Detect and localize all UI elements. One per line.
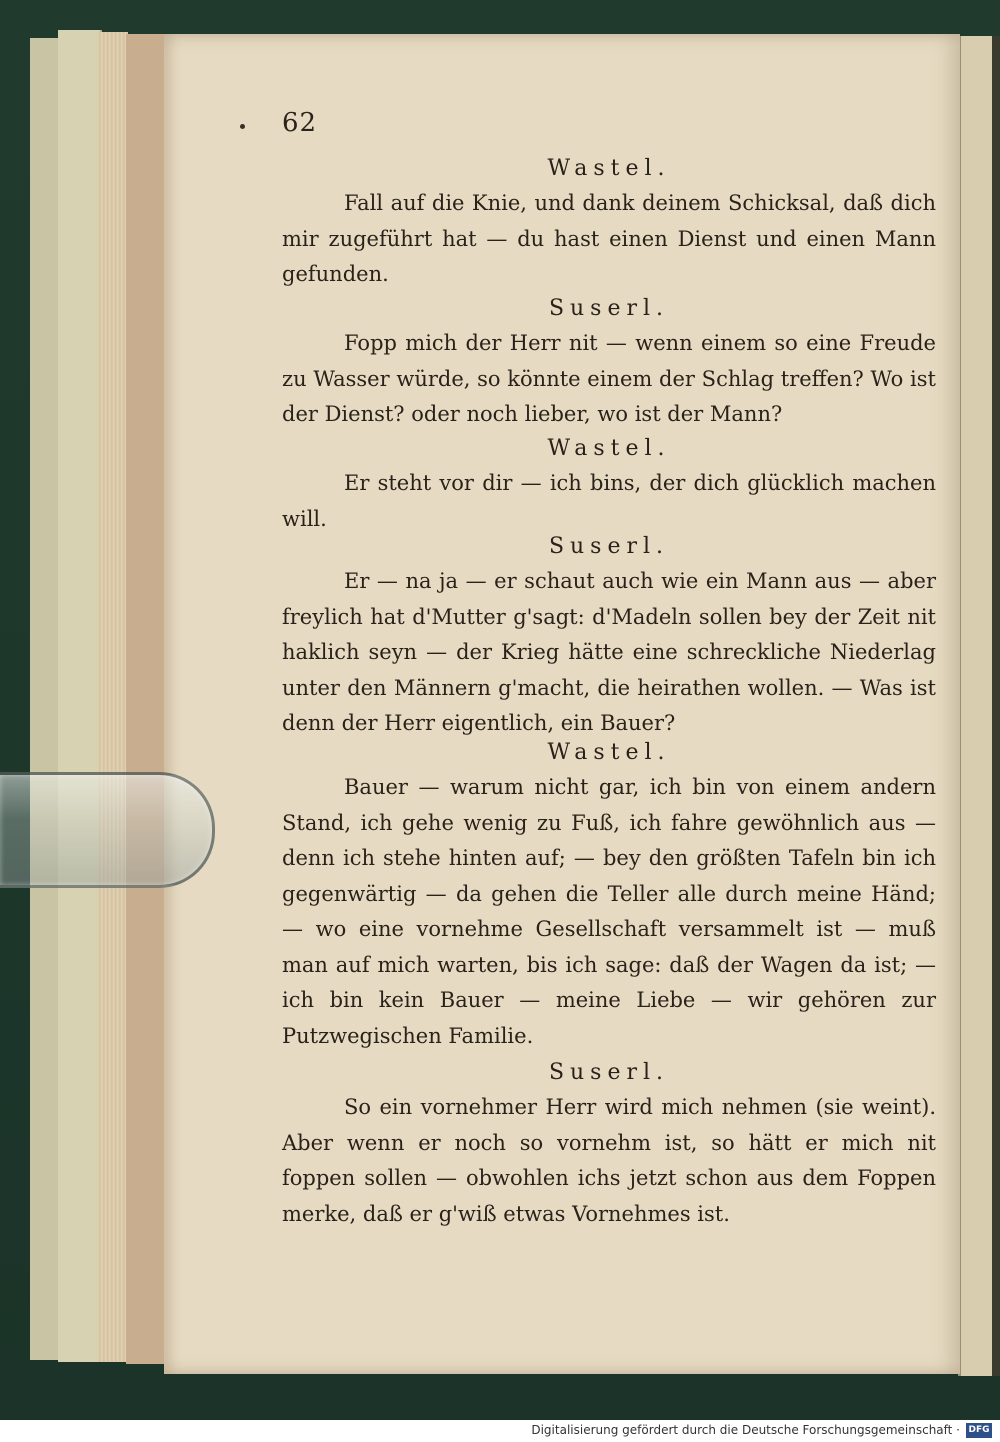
dialogue-block-2 xyxy=(282,292,936,433)
speaker-name: Wastel. xyxy=(547,156,671,181)
speaker-name: Suserl. xyxy=(548,1060,670,1085)
dialogue-block-6 xyxy=(282,1056,936,1232)
book-cover-edge xyxy=(992,36,1000,1376)
speaker-name: Suserl. xyxy=(548,296,670,321)
dfg-logo: DFG xyxy=(966,1423,992,1438)
page-gutter xyxy=(126,34,166,1364)
dialogue-block-4 xyxy=(282,530,936,742)
speaker-name: Suserl. xyxy=(548,534,670,559)
dialogue-block-5 xyxy=(282,736,936,1054)
dialogue-block-1 xyxy=(282,152,936,293)
speaker-name: Wastel. xyxy=(547,740,671,765)
speech-text: Er — na ja — er schaut auch wie ein Mann aus — aber freylich hat d'Mutter g'sagt: d'Madeln sollen bey der Zeit nit haklich seyn — der Krieg hätte eine schreckliche Niederlag unter den Männern g'macht, die heirathen wollen. — Was ist denn der Herr eigentlich, ein Bauer? xyxy=(282,569,936,735)
page-number: 62 xyxy=(282,108,318,138)
page-stack-edge xyxy=(98,32,128,1362)
funding-credit: Digitalisierung gefördert durch die Deutsche Forschungsgemeinschaft · xyxy=(531,1423,960,1437)
glass-page-clip xyxy=(0,772,215,888)
ink-dot xyxy=(240,124,245,129)
speech-text: So ein vornehmer Herr wird mich nehmen (sie weint). Aber wenn er noch so vornehm ist, so hätt er mich nit foppen sollen — obwohlen ichs jetzt schon aus dem Foppen merke, daß er g'wiß etwas Vornehmes ist. xyxy=(282,1095,936,1226)
page-edge xyxy=(58,30,102,1362)
dialogue-block-3 xyxy=(282,432,936,537)
speech-text: Fall auf die Knie, und dank deinem Schicksal, daß dich mir zugeführt hat — du hast einen Dienst und einen Mann gefunden. xyxy=(282,191,936,286)
footer-bar xyxy=(0,1420,1000,1442)
speech-text: Er steht vor dir — ich bins, der dich glücklich machen will. xyxy=(282,471,936,531)
speaker-name: Wastel. xyxy=(547,436,671,461)
speech-text: Fopp mich der Herr nit — wenn einem so eine Freude zu Wasser würde, so könnte einem der Schlag treffen? Wo ist der Dienst? oder noch lieber, wo ist der Mann? xyxy=(282,331,936,426)
speech-text: Bauer — warum nicht gar, ich bin von einem andern Stand, ich gehe wenig zu Fuß, ich fahre gewöhnlich aus — denn ich stehe hinten auf; — bey den größten Tafeln bin ich gegenwärtig — da gehen die Teller alle durch meine Händ; — wo eine vornehme Gesellschaft versammelt ist — muß man auf mich warten, bis ich sage: daß der Wagen da ist; — ich bin kein Bauer — meine Liebe — wir gehören zur Putzwegischen Familie. xyxy=(282,775,936,1048)
